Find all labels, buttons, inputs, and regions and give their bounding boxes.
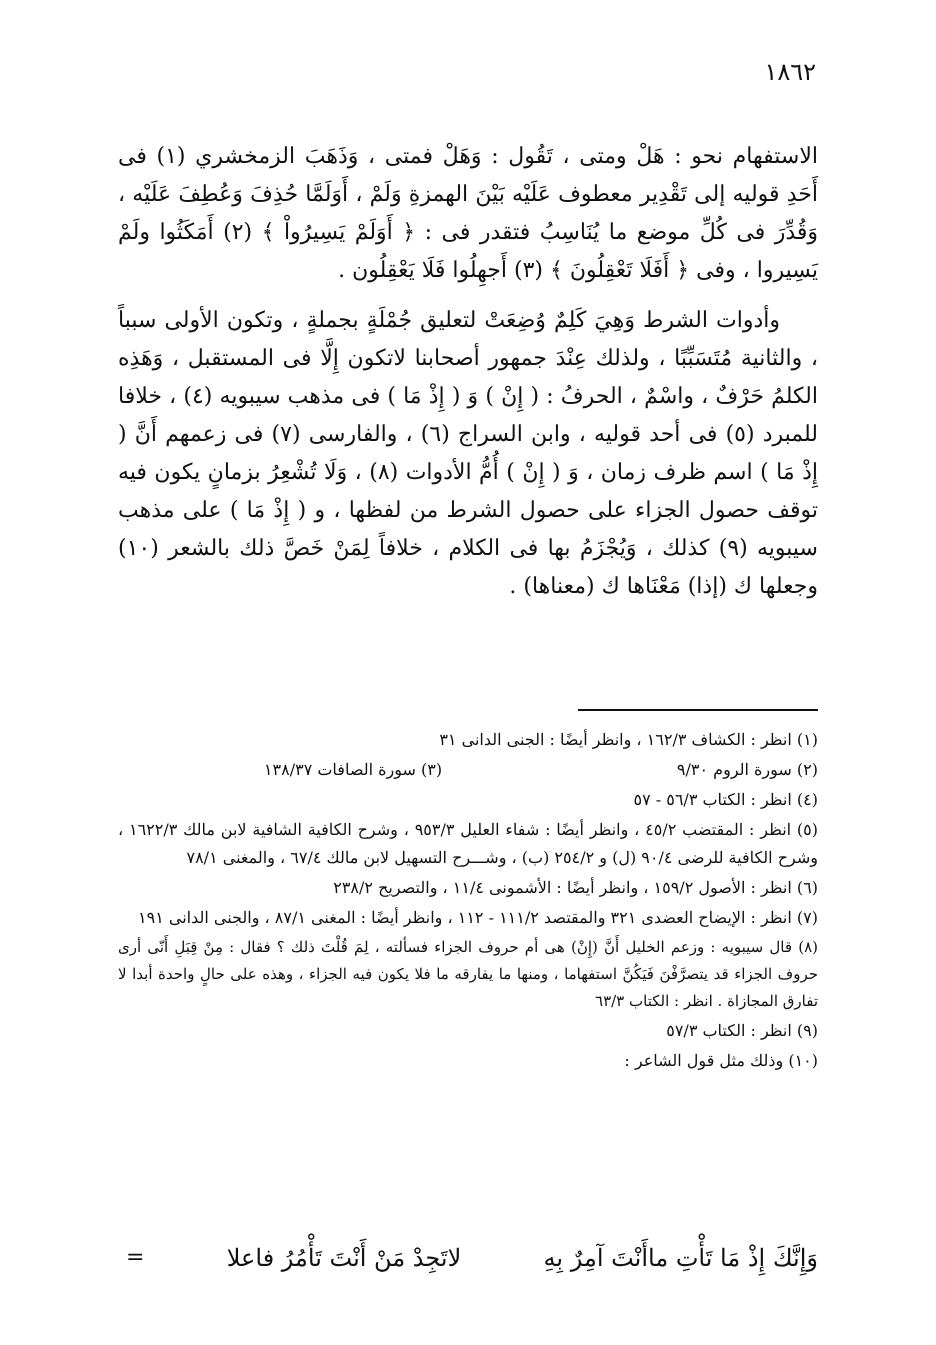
footnote-3: (٣) سورة الصافات ١٣٨/٣٧ — [263, 760, 443, 779]
page-number: ١٨٦٢ — [764, 58, 816, 86]
verse-second-hemistich: لاتَجِدْ مَنْ أَنْتَ تَأْمُرُ فاعلا — [226, 1244, 462, 1272]
footnotes — [118, 726, 818, 1077]
footnote-7: (٧) انظر : الإيضاح العضدى ٣٢١ والمقتصد ١١١/٢ - ١١٢ ، وانظر أيضًا : المغنى ٨٧/١ ، والجنى الدانى ١٩١ — [138, 908, 818, 927]
footnote-8: (٨) قال سيبويه : وزعم الخليل أَنَّ (إِنْ) هى أم حروف الجزاء فسألته ، لِمَ قُلْتَ ذلك ؟ فقال : مِنْ قِبَلِ أَنّى أرى حروف الجزاء قد يتصرَّفْنَ فَيَكُنَّ استفهاما ، ومنها ما يفارقه ما فلا يكون فيه الجزاء ، وهذه على حالٍ واحدة أبدا لا تفارق المجازاة . انظر : الكتاب ٦٣/٣ — [118, 938, 818, 1010]
continuation-mark: = — [126, 1245, 145, 1270]
main-text — [118, 138, 818, 618]
paragraph-1: الاستفهام نحو : هَلْ ومتى ، تَقُول : وَهَلْ فمتى ، وَذَهَبَ الزمخشري (١) فى أَحَدِ قوليه إلى تَقْدِير معطوف عَلَيْه بَيْنَ الهمزةِ وَلَمْ ، أَوَلَمَّا حُذِفَ وَعُطِفَ عَلَيْه ، وَقُدِّرَ فى كُلِّ موضع ما يُنَاسِبُ فتقدر فى : ﴿ أَوَلَمْ يَسِيرُواْ ﴾ (٢) أَمَكَثُوا ولَمْ يَسِيروا ، وفى ﴿ أَفَلَا تَعْقِلُونَ ﴾ (٣) أَجهِلُوا فَلَا يَعْقِلُون . — [118, 144, 819, 283]
footnote-row-2-3 — [118, 756, 818, 784]
footnote-9: (٩) انظر : الكتاب ٥٧/٣ — [666, 1021, 818, 1040]
footnote-1: (١) انظر : الكشاف ١٦٢/٣ ، وانظر أيضًا : الجنى الدانى ٣١ — [439, 730, 818, 749]
footnote-2: (٢) سورة الروم ٩/٣٠ — [676, 760, 818, 779]
paragraph-2: وأدوات الشرط وَهِيَ كَلِمٌ وُضِعَتْ لتعليق جُمْلَةٍ بجملةٍ ، وتكون الأولى سبباً ، والثانية مُتَسَبِّبًا ، ولذلك عِنْدَ جمهور أصحابنا لاتكون إِلَّا فى المستقبل ، وَهَذِه الكلمُ حَرْفٌ ، واسْمٌ ، الحرفُ : ( إِنْ ) وَ ( إِذْ مَا ) فى مذهب سيبويه (٤) ، خلافا للمبرد (٥) فى أحد قوليه ، وابن السراج (٦) ، والفارسى (٧) فى زعمهم أَنَّ ( إِذْ مَا ) اسم ظرف زمان ، وَ ( إِنْ ) أُمُّ الأدوات (٨) ، وَلَا تُشْعِرُ بزمانٍ يكون فيه توقف حصول الجزاء على حصول الشرط من لفظها ، و ( إِذْ مَا ) على مذهب سيبويه (٩) كذلك ، وَيُجْزَمُ بها فى الكلام ، خلافاً لِمَنْ خَصَّ ذلك بالشعر (١٠) وجعلها ك (إذا) مَعْنَاها ك (معناها) . — [118, 308, 818, 599]
footnote-5: (٥) انظر : المقتضب ٤٥/٢ ، وانظر أيضًا : شفاء العليل ٩٥٣/٣ ، وشرح الكافية الشافية لابن مالك ١٦٢٢/٣ ، وشرح الكافية للرضى ٩٠/٤ (ل) و ٢٥٤/٢ (ب) ، وشـــرح التسهيل لابن مالك ٦٧/٤ ، والمغنى ٧٨/١ — [118, 820, 819, 867]
footnote-6: (٦) انظر : الأصول ١٥٩/٢ ، وانظر أيضًا : الأشمونى ١١/٤ ، والتصريح ٢٣٨/٢ — [333, 878, 818, 897]
footnote-separator — [578, 709, 818, 711]
footnote-4: (٤) انظر : الكتاب ٥٦/٣ - ٥٧ — [633, 790, 818, 809]
footnote-10: (١٠) وذلك مثل قول الشاعر : — [624, 1051, 818, 1070]
poetry-verse — [118, 1238, 818, 1278]
verse-first-hemistich: وَإِنَّكَ إِذْ مَا تَأْتِ ماأَنْتَ آمِرٌ بِهِ — [543, 1244, 818, 1272]
